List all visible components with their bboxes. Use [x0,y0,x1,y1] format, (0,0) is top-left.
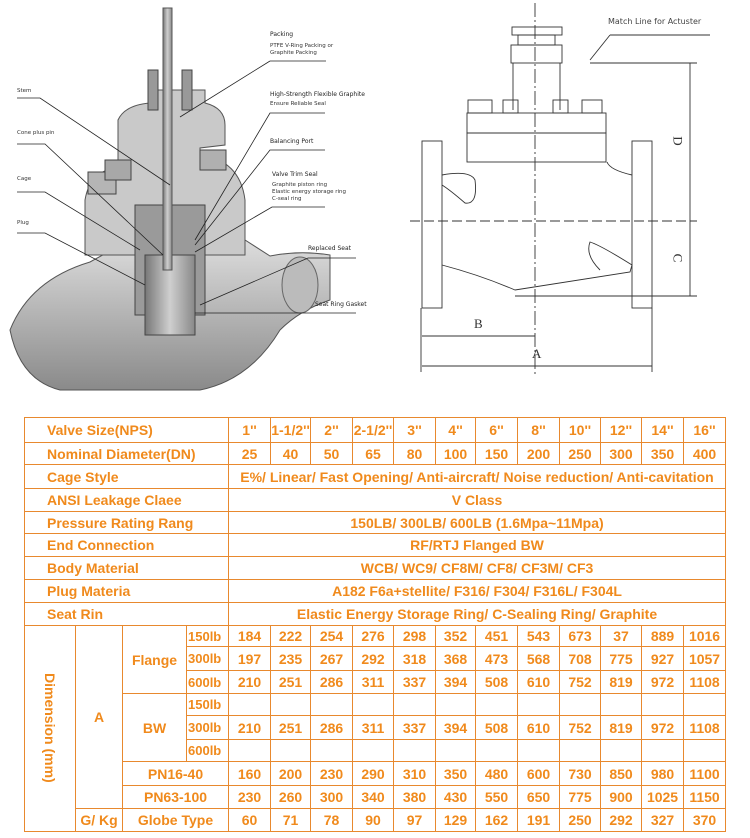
spec-label: Pressure Rating Rang [25,512,229,534]
pressure-class: 150lb [187,626,229,647]
bw-value-cell [518,694,560,716]
nominal-diameter-cell: 80 [394,443,436,465]
bw-value-cell: 210 [229,716,271,740]
weight-value-cell: 90 [353,809,394,832]
bw-value-cell [229,740,271,762]
bw-value-cell [311,694,353,716]
spec-label: Cage Style [25,465,229,489]
nominal-diameter-cell: 100 [436,443,476,465]
pn-value-cell: 200 [271,762,311,786]
flange-value-cell: 37 [601,626,642,647]
dim-d-label: D [670,136,686,146]
flange-value-cell: 568 [518,647,560,671]
bw-value-cell [601,740,642,762]
label-replaced-seat: Replaced Seat [308,245,351,252]
flange-value-cell: 889 [642,626,684,647]
valve-size-cell: 6'' [476,418,518,443]
weight-label: G/ Kg [76,809,123,832]
valve-size-cell: 4'' [436,418,476,443]
valve-size-cell: 14'' [642,418,684,443]
flange-value-cell: 368 [436,647,476,671]
table-row [25,580,726,603]
flange-value-cell: 1108 [684,671,726,694]
table-row [25,465,726,489]
valve-size-cell: 8'' [518,418,560,443]
nominal-diameter-cell: 200 [518,443,560,465]
flange-value-cell: 254 [311,626,353,647]
pn-value-cell: 350 [436,762,476,786]
bw-value-cell: 286 [311,716,353,740]
spec-value: A182 F6a+stellite/ F316/ F304/ F316L/ F304L [229,580,726,603]
table-row [25,418,726,443]
spec-value: RF/RTJ Flanged BW [229,534,726,557]
weight-value-cell: 129 [436,809,476,832]
bw-value-cell [560,694,601,716]
pn-value-cell: 650 [518,786,560,809]
bw-value-cell [642,694,684,716]
spec-label: Plug Materia [25,580,229,603]
valve-size-cell: 1'' [229,418,271,443]
nominal-diameter-cell: 65 [353,443,394,465]
flange-value-cell: 197 [229,647,271,671]
flange-label: Flange [123,626,187,694]
pn-value-cell: 380 [394,786,436,809]
spec-label: ANSI Leakage Claee [25,489,229,512]
flange-value-cell: 927 [642,647,684,671]
bw-value-cell: 1108 [684,716,726,740]
flange-value-cell: 222 [271,626,311,647]
bw-value-cell [476,740,518,762]
bw-value-cell [271,740,311,762]
graphite-line: Ensure Reliable Seal [270,101,326,107]
pn-value-cell: 730 [560,762,601,786]
pn-value-cell: 900 [601,786,642,809]
spec-value: E%/ Linear/ Fast Opening/ Anti-aircraft/ Noise reduction/ Anti-cavitation [229,465,726,489]
weight-value-cell: 327 [642,809,684,832]
pn-value-cell: 1025 [642,786,684,809]
flange-value-cell: 318 [394,647,436,671]
pressure-class: 300lb [187,647,229,671]
pressure-class: 600lb [187,671,229,694]
valve-dimension-drawing [0,0,750,400]
table-row [25,809,726,832]
flange-value-cell: 298 [394,626,436,647]
bw-value-cell [353,694,394,716]
nominal-diameter-cell: 350 [642,443,684,465]
label-balancing-port: Balancing Port [270,138,314,145]
flange-value-cell: 337 [394,671,436,694]
bw-value-cell [476,694,518,716]
pn-value-cell: 600 [518,762,560,786]
pn-value-cell: 775 [560,786,601,809]
label-valve-trim-seal: Valve Trim Seal [272,171,318,178]
label-graphite: High-Strength Flexible Graphite [270,91,365,98]
bw-value-cell [229,694,271,716]
pn-value-cell: 290 [353,762,394,786]
dim-a-label: A [532,346,542,361]
nominal-diameter-cell: 25 [229,443,271,465]
bw-value-cell [353,740,394,762]
flange-value-cell: 292 [353,647,394,671]
flange-value-cell: 819 [601,671,642,694]
pn-value-cell: 230 [229,786,271,809]
pn-value-cell: 980 [642,762,684,786]
bw-value-cell [601,694,642,716]
table-row [25,603,726,626]
flange-value-cell: 610 [518,671,560,694]
bw-value-cell: 972 [642,716,684,740]
bw-label: BW [123,694,187,762]
nominal-diameter-cell: 250 [560,443,601,465]
bw-value-cell [436,740,476,762]
spec-label: Body Material [25,557,229,580]
bw-value-cell [518,740,560,762]
label-stem: Stem [17,88,32,94]
valve-size-cell: 1-1/2'' [271,418,311,443]
dim-c-label: C [670,253,686,263]
table-row [25,534,726,557]
pn-value-cell: 160 [229,762,271,786]
nominal-diameter-cell: 50 [311,443,353,465]
valve-size-cell: 2-1/2'' [353,418,394,443]
flange-value-cell: 473 [476,647,518,671]
bw-value-cell [436,694,476,716]
flange-value-cell: 508 [476,671,518,694]
trim-seal-line: C-seal ring [272,196,302,202]
flange-value-cell: 451 [476,626,518,647]
weight-value-cell: 78 [311,809,353,832]
flange-value-cell: 1016 [684,626,726,647]
flange-value-cell: 352 [436,626,476,647]
spec-value: WCB/ WC9/ CF8M/ CF8/ CF3M/ CF3 [229,557,726,580]
spec-label: Seat Rin [25,603,229,626]
weight-value-cell: 250 [560,809,601,832]
flange-value-cell: 972 [642,671,684,694]
table-row [25,489,726,512]
nominal-diameter-cell: 150 [476,443,518,465]
table-row [25,512,726,534]
label-seat-ring-gasket: Seat Ring Gasket [315,301,367,308]
pn-value-cell: 850 [601,762,642,786]
flange-value-cell: 276 [353,626,394,647]
match-line-label: Match Line for Actuster [608,17,702,26]
flange-value-cell: 286 [311,671,353,694]
packing-line: PTFE V-Ring Packing or [270,43,334,49]
pn-value-cell: 1150 [684,786,726,809]
pn-value-cell: 230 [311,762,353,786]
pressure-class: 300lb [187,716,229,740]
bw-value-cell [311,740,353,762]
valve-size-cell: 12'' [601,418,642,443]
label-packing: Packing [270,31,294,38]
flange-value-cell: 394 [436,671,476,694]
pn-value-cell: 260 [271,786,311,809]
a-label: A [76,626,123,809]
bw-value-cell [394,694,436,716]
trim-seal-line: Graphite piston ring [272,182,328,188]
weight-value-cell: 191 [518,809,560,832]
spec-table [24,417,726,832]
bw-value-cell: 819 [601,716,642,740]
pressure-class: 600lb [187,740,229,762]
bw-value-cell: 337 [394,716,436,740]
table-row [25,786,726,809]
row-label-nominal-diameter: Nominal Diameter(DN) [25,443,229,465]
pn-value-cell: 1100 [684,762,726,786]
table-row [25,694,726,716]
table-row [25,557,726,580]
nominal-diameter-cell: 300 [601,443,642,465]
dimension-label [25,626,76,832]
dimension-text: Dimension (mm) [42,672,59,783]
bw-value-cell [684,694,726,716]
valve-size-cell: 3'' [394,418,436,443]
weight-value-cell: 71 [271,809,311,832]
bw-value-cell [642,740,684,762]
bw-value-cell: 251 [271,716,311,740]
table-row [25,443,726,465]
table-row [25,762,726,786]
flange-value-cell: 708 [560,647,601,671]
flange-value-cell: 184 [229,626,271,647]
flange-value-cell: 267 [311,647,353,671]
spec-value: V Class [229,489,726,512]
weight-value-cell: 162 [476,809,518,832]
globe-type-label: Globe Type [123,809,229,832]
bw-value-cell: 752 [560,716,601,740]
flange-value-cell: 235 [271,647,311,671]
flange-value-cell: 210 [229,671,271,694]
bw-value-cell [394,740,436,762]
nominal-diameter-cell: 40 [271,443,311,465]
bw-value-cell [271,694,311,716]
table-row [25,626,726,647]
weight-value-cell: 370 [684,809,726,832]
trim-seal-line: Elastic energy storage ring [272,189,347,195]
nominal-diameter-cell: 400 [684,443,726,465]
flange-value-cell: 251 [271,671,311,694]
spec-label: End Connection [25,534,229,557]
pn-value-cell: 340 [353,786,394,809]
pn-value-cell: 310 [394,762,436,786]
valve-size-cell: 16'' [684,418,726,443]
flange-value-cell: 311 [353,671,394,694]
bw-value-cell: 394 [436,716,476,740]
packing-line: Graphite Packing [270,50,317,56]
pressure-class: 150lb [187,694,229,716]
pn-value-cell: 550 [476,786,518,809]
bw-value-cell: 610 [518,716,560,740]
spec-value: Elastic Energy Storage Ring/ C-Sealing Ring/ Graphite [229,603,726,626]
pn-value-cell: 430 [436,786,476,809]
flange-value-cell: 673 [560,626,601,647]
dim-b-label: B [474,316,483,331]
weight-value-cell: 60 [229,809,271,832]
pn-value-cell: 480 [476,762,518,786]
bw-value-cell [560,740,601,762]
flange-value-cell: 775 [601,647,642,671]
valve-size-cell: 10'' [560,418,601,443]
bw-value-cell: 508 [476,716,518,740]
valve-size-cell: 2'' [311,418,353,443]
label-cone-plus-pin: Cone plus pin [17,130,55,136]
bw-value-cell: 311 [353,716,394,740]
pn-class-label: PN63-100 [123,786,229,809]
flange-value-cell: 1057 [684,647,726,671]
flange-value-cell: 543 [518,626,560,647]
pn-class-label: PN16-40 [123,762,229,786]
label-cage: Cage [17,176,32,182]
row-label-valve-size: Valve Size(NPS) [25,418,229,443]
weight-value-cell: 97 [394,809,436,832]
spec-value: 150LB/ 300LB/ 600LB (1.6Mpa~11Mpa) [229,512,726,534]
pn-value-cell: 300 [311,786,353,809]
label-plug: Plug [17,220,29,226]
bw-value-cell [684,740,726,762]
flange-value-cell: 752 [560,671,601,694]
weight-value-cell: 292 [601,809,642,832]
